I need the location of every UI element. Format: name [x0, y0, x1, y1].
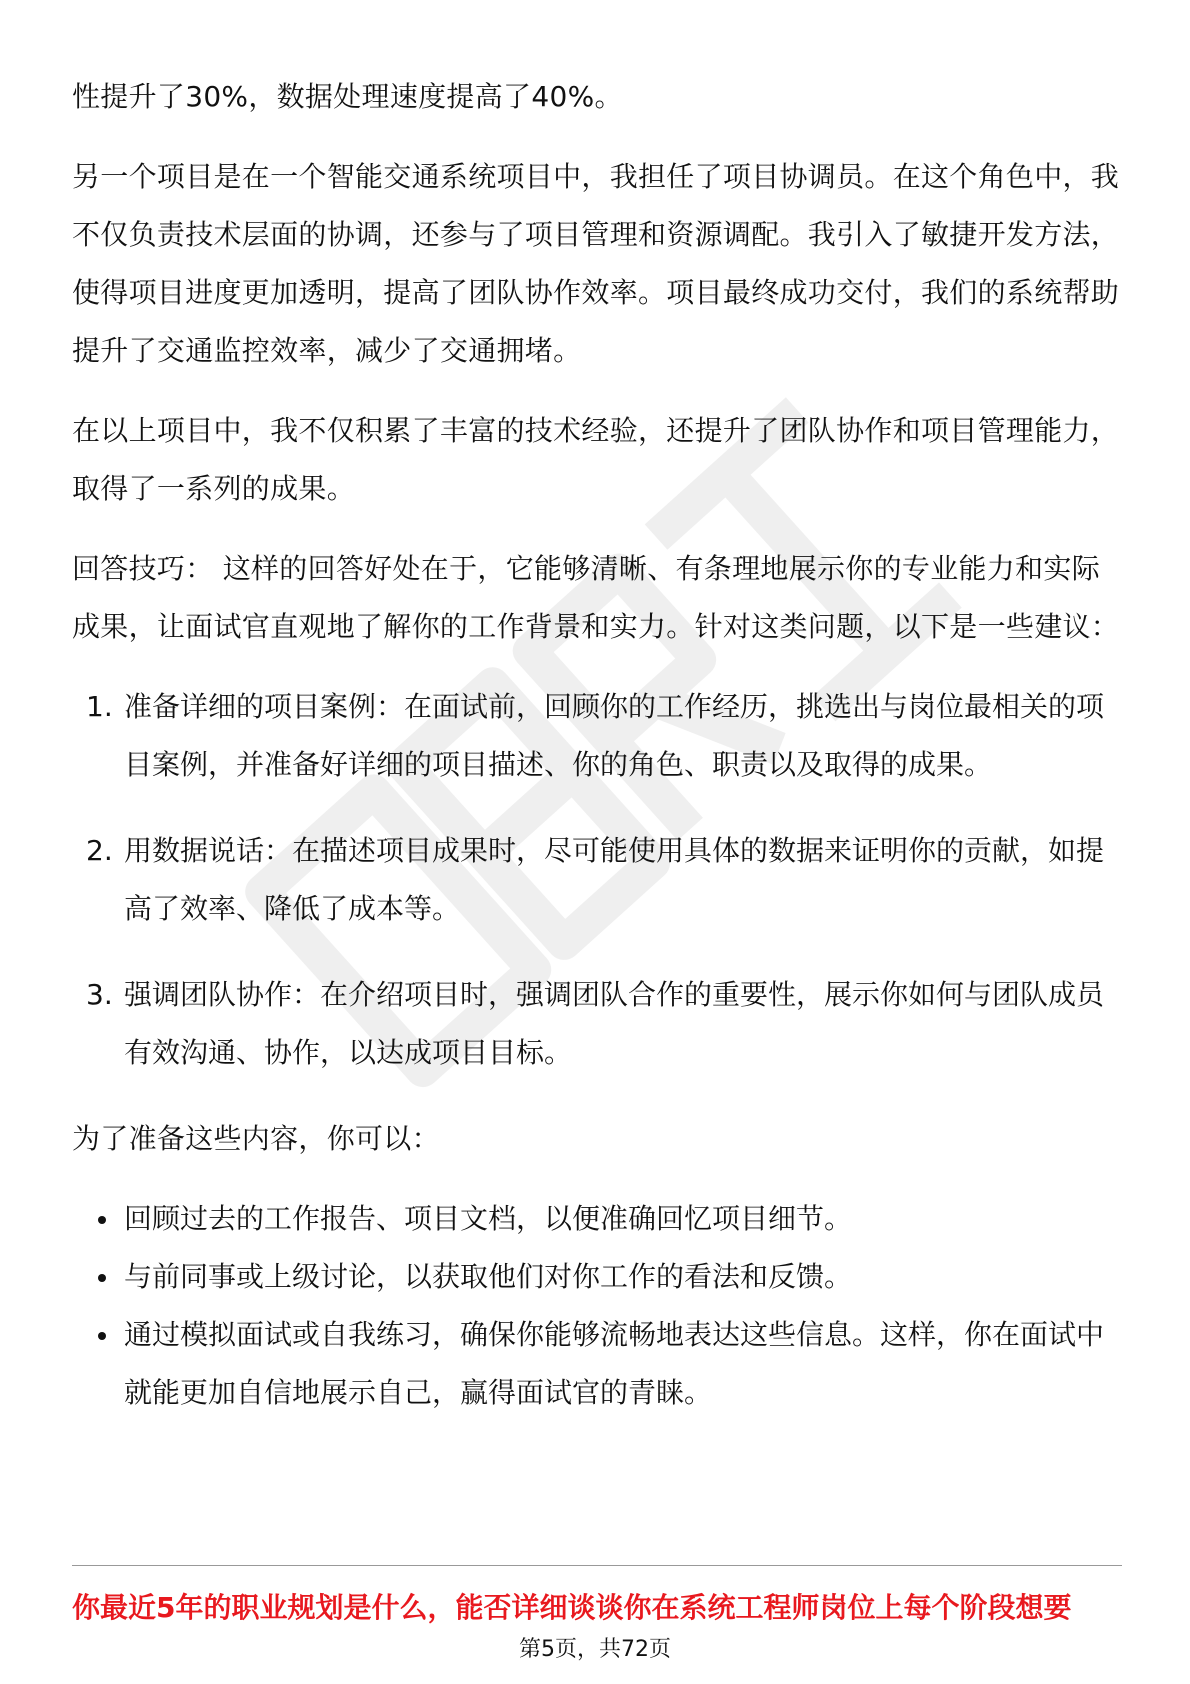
- page-number: 第5页，共72页: [519, 1637, 671, 1662]
- tip-item: [72, 822, 1122, 938]
- preparation-list: [72, 1190, 1122, 1422]
- tip-item: [72, 678, 1122, 794]
- tip-number: 1.: [86, 690, 113, 723]
- tip-text: 准备详细的项目案例：在面试前，回顾你的工作经历，挑选出与岗位最相关的项目案例，并准备好详细的项目描述、你的角色、职责以及取得的成果。: [124, 690, 1105, 781]
- preparation-text: 通过模拟面试或自我练习，确保你能够流畅地表达这些信息。这样，你在面试中就能更加自信地展示自己，赢得面试官的青睐。: [124, 1318, 1105, 1409]
- bullet-icon: [98, 1216, 106, 1224]
- preparation-item: [72, 1248, 1122, 1306]
- main-content: [72, 68, 1122, 1422]
- tip-text: 用数据说话：在描述项目成果时，尽可能使用具体的数据来证明你的贡献，如提高了效率、降低了成本等。: [124, 834, 1105, 925]
- footer-divider: [72, 1565, 1122, 1566]
- bullet-icon: [98, 1274, 106, 1282]
- tip-number: 2.: [86, 834, 113, 867]
- bullet-icon: [98, 1332, 106, 1340]
- preparation-item: [72, 1190, 1122, 1248]
- preparation-text: 回顾过去的工作报告、项目文档，以便准确回忆项目细节。: [124, 1202, 853, 1235]
- tip-text: 强调团队协作：在介绍项目时，强调团队合作的重要性，展示你如何与团队成员有效沟通、协作，以达成项目目标。: [124, 978, 1105, 1069]
- preparation-item: [72, 1306, 1122, 1422]
- next-question-title: 你最近5年的职业规划是什么，能否详细谈谈你在系统工程师岗位上每个阶段想要: [72, 1591, 1072, 1624]
- preparation-text: 与前同事或上级讨论，以获取他们对你工作的看法和反馈。: [124, 1260, 853, 1293]
- tip-item: [72, 966, 1122, 1082]
- paragraph-traffic-project: 另一个项目是在一个智能交通系统项目中，我担任了项目协调员。在这个角色中，我不仅负责技术层面的协调，还参与了项目管理和资源调配。我引入了敏捷开发方法，使得项目进度更加透明，提高了团队协作效率。项目最终成功交付，我们的系统帮助提升了交通监控效率，减少了交通拥堵。: [72, 160, 1120, 367]
- paragraph-summary: 在以上项目中，我不仅积累了丰富的技术经验，还提升了团队协作和项目管理能力，取得了一系列的成果。: [72, 414, 1120, 505]
- tips-list: [72, 678, 1122, 1082]
- paragraph-answer-tips: 回答技巧： 这样的回答好处在于，它能够清晰、有条理地展示你的专业能力和实际成果，让面试官直观地了解你的工作背景和实力。针对这类问题，以下是一些建议：: [72, 552, 1120, 643]
- paragraph-data-result: 性提升了30%，数据处理速度提高了40%。: [72, 80, 623, 113]
- paragraph-preparation-intro: 为了准备这些内容，你可以：: [72, 1122, 440, 1155]
- tip-number: 3.: [86, 978, 113, 1011]
